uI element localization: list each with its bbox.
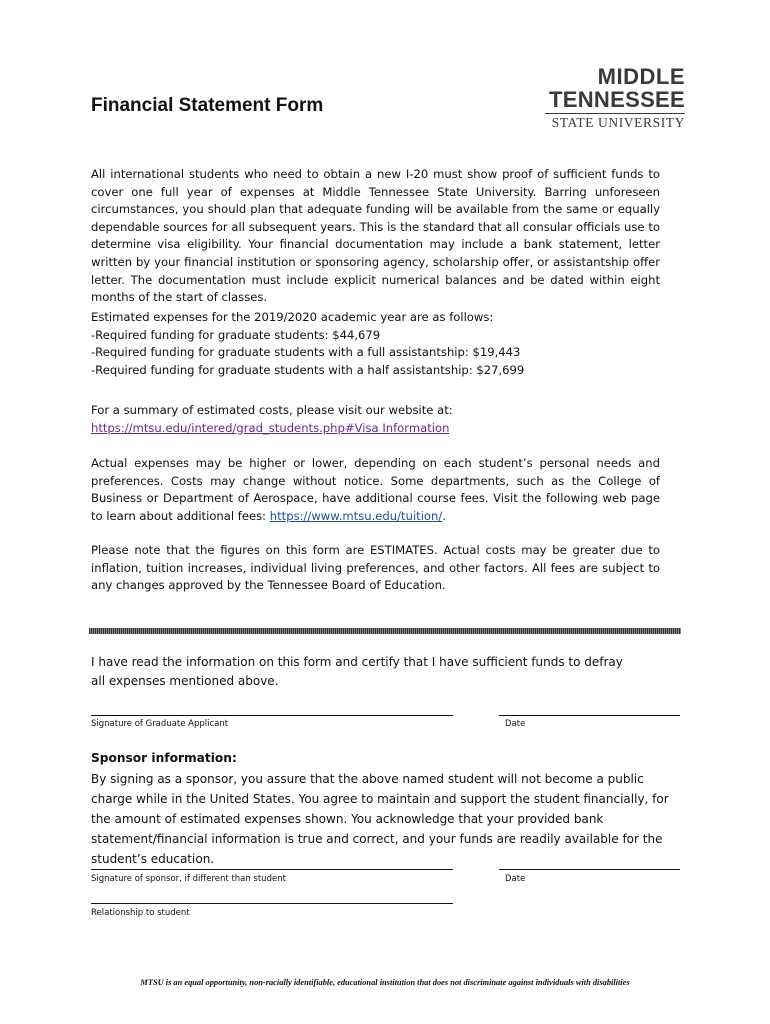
expense-item: -Required funding for graduate students with a half assistantship: $27,699 [91,362,525,377]
summary-section [91,402,660,437]
relationship-line[interactable] [91,903,453,904]
visa-information-link[interactable]: https://mtsu.edu/intered/grad_students.php#Visa Information [91,420,450,435]
intro-paragraph: All international students who need to obtain a new I-20 must show proof of sufficient funds to cover one full year of expenses at Middle Tennessee State University. Barring unforeseen circumstances, you should plan that adequate funding will be available from the same or equally dependable sources for all subsequent years. This is the standard that all consular officials use to determine visa eligibility. Your financial documentation may include a bank statement, letter written by your financial institution or sponsoring agency, scholarship offer, or assistantship offer letter. The documentation must include explicit numerical balances and be dated within eight months of the start of classes. [91,167,660,305]
sponsor-signature-label: Signature of sponsor, if different than student [91,874,286,884]
actual-expenses-text: Actual expenses may be higher or lower, depending on each student’s personal needs and preferences. Costs may change without notice. Some departments, such as the College of Business or Department of Aerospace, have additional course fees. Visit the following web page to learn about additional fees: [91,456,660,523]
sponsor-signature-line[interactable] [91,869,453,870]
sponsor-date-label: Date [505,874,526,884]
tuition-link[interactable]: https://www.mtsu.edu/tuition/ [269,508,443,523]
university-logo [545,66,685,132]
sponsor-paragraph: By signing as a sponsor, you assure that the above named student will not become a public charge while in the United States. You agree to maintain and support the student financially, for the amount of estimated expenses shown. You acknowledge that your provided bank statement/financial information is true and correct, and your funds are readily available for the student’s education. [91,772,669,866]
applicant-signature-line[interactable] [91,715,453,716]
expense-item: -Required funding for graduate students with a full assistantship: $19,443 [91,345,521,360]
logo-line-middle: MIDDLE [597,64,685,89]
footer-disclaimer: MTSU is an equal opportunity, non-racially identifiable, educational institution that does not discriminate against individuals with disabilities [140,978,630,987]
actual-expenses-suffix: . [442,508,446,523]
applicant-signature-label: Signature of Graduate Applicant [91,719,229,729]
summary-text: For a summary of estimated costs, please visit our website at: [91,403,453,417]
logo-line-tennessee: TENNESSEE [545,88,685,114]
expenses-heading: Estimated expenses for the 2019/2020 academic year are as follows: [91,310,494,324]
applicant-date-label: Date [505,719,526,729]
sponsor-date-line[interactable] [499,869,680,870]
section-divider [89,628,681,634]
sponsor-heading: Sponsor information: [91,751,237,765]
estimates-note-paragraph: Please note that the figures on this form are ESTIMATES. Actual costs may be greater due to inflation, tuition increases, individual living preferences, and other factors. All fees are subject to any changes approved by the Tennessee Board of Education. [91,543,660,593]
certify-paragraph: I have read the information on this form and certify that I have sufficient funds to defray all expenses mentioned above. [91,655,623,688]
page-title: Financial Statement Form [91,95,324,116]
logo-line-state-university: STATE UNIVERSITY [551,115,685,130]
applicant-date-line[interactable] [499,715,680,716]
expense-item: -Required funding for graduate students: $44,679 [91,327,381,342]
actual-expenses-paragraph [91,455,660,525]
expenses-section [91,309,660,379]
relationship-label: Relationship to student [91,908,190,918]
